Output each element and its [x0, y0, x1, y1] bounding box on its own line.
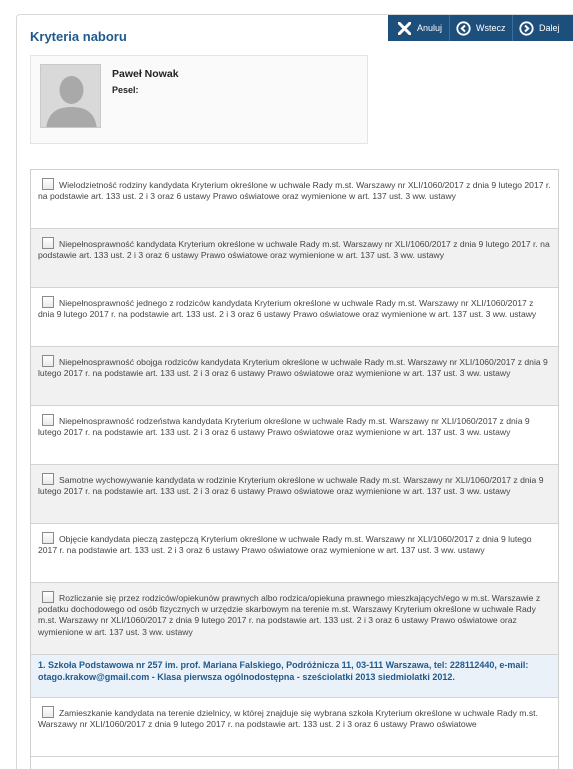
back-button[interactable]: [450, 15, 513, 41]
x-icon: [396, 20, 412, 36]
criterion-item[interactable]: [31, 347, 558, 406]
toolbar: [388, 15, 573, 41]
cancel-button[interactable]: [388, 15, 450, 41]
criterion-item[interactable]: [31, 465, 558, 524]
checkbox-icon[interactable]: [42, 178, 54, 190]
criterion-label: Samotne wychowywanie kandydata w rodzinie Kryterium określone w uchwale Rady m.st. Warszawy nr XLI/1060/2017 z dnia 9 lutego 2017 r. na podstawie art. 133 ust. 2 i 3 oraz 6 ustawy Prawo oświatowe oraz wymienione w art. 137 ust. 3 ww. ustawy: [38, 475, 544, 497]
criterion-item[interactable]: [31, 288, 558, 347]
next-button[interactable]: [513, 15, 573, 41]
cancel-label: Anuluj: [417, 23, 443, 33]
criterion-item[interactable]: [31, 406, 558, 465]
criterion-item[interactable]: [31, 583, 558, 655]
criterion-label: Niepełnosprawność kandydata Kryterium określone w uchwale Rady m.st. Warszawy nr XLI/1060/2017 z dnia 9 lutego 2017 r. na podstawie art. 133 ust. 2 i 3 oraz 6 ustawy Prawo oświatowe oraz wymienione w art. 137 ust. 3 ww. ustawy: [38, 239, 550, 261]
school-header: 1. Szkoła Podstawowa nr 257 im. prof. Mariana Falskiego, Podróżnicza 11, 03-111 Warszawa, tel: 228112440, e-mail: otago.krakow@gmail.com - Klasa pierwsza ogólnodostępna - sześciolatki 2013 siedmiolatki 2012.: [31, 655, 558, 698]
criterion-label: Wielodzietność rodziny kandydata Kryterium określone w uchwale Rady m.st. Warszawy nr XLI/1060/2017 z dnia 9 lutego 2017 r. na podstawie art. 133 ust. 2 i 3 oraz 6 ustawy Prawo oświatowe oraz wymienione w art. 137 ust. 3 ww. ustawy: [38, 180, 551, 202]
checkbox-icon[interactable]: [42, 237, 54, 249]
checkbox-icon[interactable]: [42, 706, 54, 718]
criterion-label: Rozliczanie się przez rodziców/opiekunów prawnych albo rodzica/opiekuna prawnego mieszkających/ego w m.st. Warszawie z podatku dochodowego od osób fizycznych w urzędzie skarbowym na terenie m.st. Warszawy Kryterium określone w uchwale Rady m.st. Warszawy nr XLI/1060/2017 z dnia 9 lutego 2017 r. na podstawie art. 133 ust. 2 i 3 oraz 6 ustawy Prawo oświatowe oraz wymienione w art. 137 ust. 3 ww. ustawy: [38, 593, 541, 637]
applicant-card: [30, 55, 368, 144]
circle-arrow-right-icon: [518, 20, 534, 36]
next-label: Dalej: [539, 23, 560, 33]
pesel-label: Pesel:: [112, 85, 139, 95]
checkbox-icon[interactable]: [42, 414, 54, 426]
circle-arrow-left-icon: [455, 20, 471, 36]
checkbox-icon[interactable]: [42, 296, 54, 308]
checkbox-icon[interactable]: [42, 591, 54, 603]
back-label: Wstecz: [476, 23, 506, 33]
page-title: Kryteria naboru: [30, 29, 127, 44]
criterion-label: Niepełnosprawność rodzeństwa kandydata Kryterium określone w uchwale Rady m.st. Warszawy nr XLI/1060/2017 z dnia 9 lutego 2017 r. na podstawie art. 133 ust. 2 i 3 oraz 6 ustawy Prawo oświatowe oraz wymienione w art. 137 ust. 3 ww. ustawy: [38, 416, 530, 438]
criterion-label: Niepełnosprawność obojga rodziców kandydata Kryterium określone w uchwale Rady m.st. Warszawy nr XLI/1060/2017 z dnia 9 lutego 2017 r. na podstawie art. 133 ust. 2 i 3 oraz 6 ustawy Prawo oświatowe oraz wymienione w art. 137 ust. 3 ww. ustawy: [38, 357, 548, 379]
criterion-label: Zamieszkanie kandydata na terenie dzielnicy, w której znajduje się wybrana szkoła Kryterium określone w uchwale Rady m.st. Warszawy nr XLI/1060/2017 z dnia 9 lutego 2017 r. na podstawie art. 133 ust. 2 i 3 oraz 6 ustawy Prawo oświatowe: [38, 708, 538, 730]
applicant-name: Paweł Nowak: [112, 68, 179, 80]
criteria-list: [30, 169, 559, 769]
pesel-row: [112, 85, 142, 95]
criterion-label: Objęcie kandydata pieczą zastępczą Kryterium określone w uchwale Rady m.st. Warszawy nr XLI/1060/2017 z dnia 9 lutego 2017 r. na podstawie art. 133 ust. 2 i 3 oraz 6 ustawy Prawo oświatowe oraz wymienione w art. 137 ust. 3 ww. ustawy: [38, 534, 532, 556]
criterion-label: Niepełnosprawność jednego z rodziców kandydata Kryterium określone w uchwale Rady m.st. Warszawy nr XLI/1060/2017 z dnia 9 lutego 2017 r. na podstawie art. 133 ust. 2 i 3 oraz 6 ustawy Prawo oświatowe oraz wymienione w art. 137 ust. 3 ww. ustawy: [38, 298, 537, 320]
checkbox-icon[interactable]: [42, 532, 54, 544]
criterion-item[interactable]: [31, 170, 558, 229]
user-silhouette-icon: [40, 64, 101, 128]
criterion-item[interactable]: [31, 524, 558, 583]
checkbox-icon[interactable]: [42, 473, 54, 485]
checkbox-icon[interactable]: [42, 355, 54, 367]
criteria-panel: [16, 14, 573, 769]
criterion-item[interactable]: [31, 698, 558, 757]
criterion-item[interactable]: [31, 229, 558, 288]
